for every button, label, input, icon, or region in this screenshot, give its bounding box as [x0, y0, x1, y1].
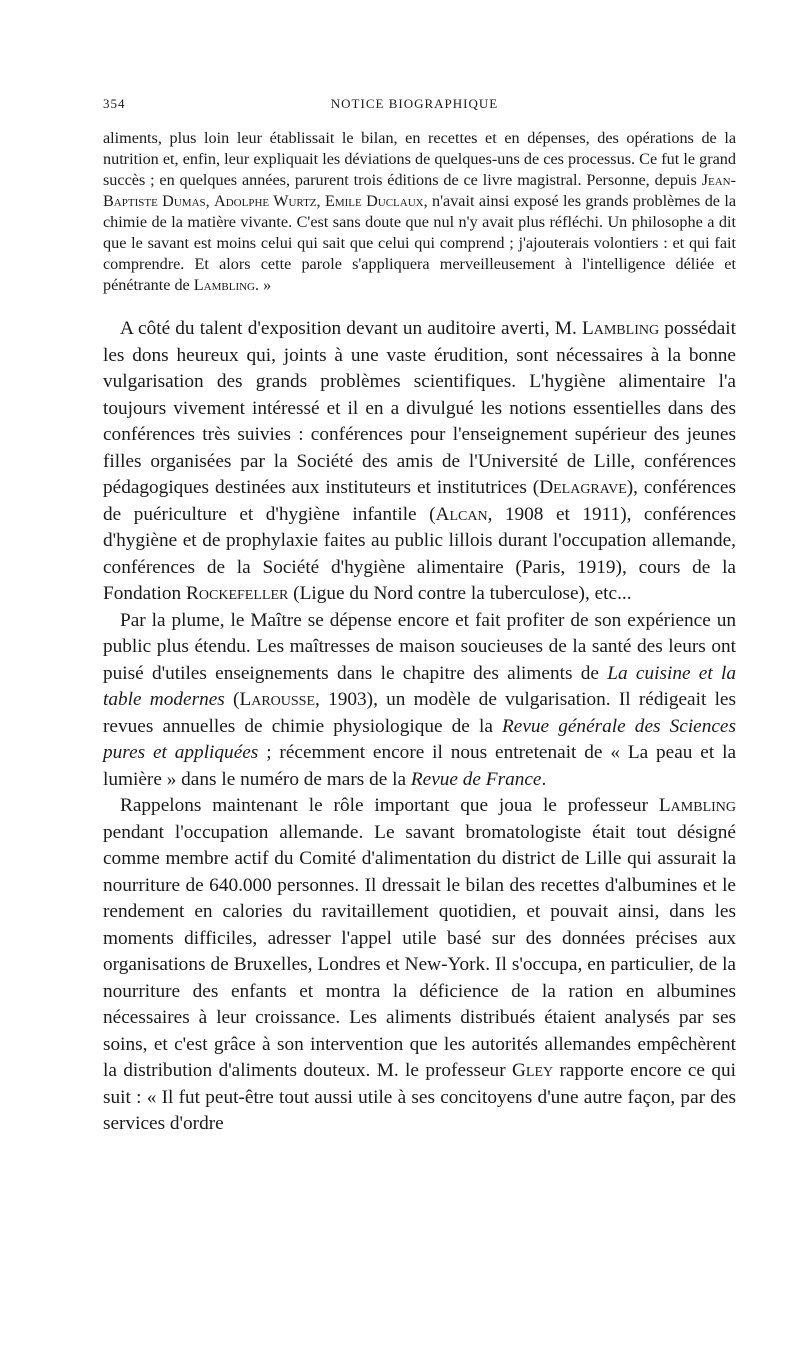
paragraph-text: Par la plume, le Maître se dépense encore et fait profiter de son expérience un public plus étendu. Les maîtresses de maison soucieuses de la santé des leurs ont puisé d'utiles enseignements dans le chapitre des aliments de	[103, 609, 736, 684]
paragraph-writing	[103, 608, 736, 794]
paragraph-text: possédait les dons heureux qui, joints à une vaste érudition, sont nécessaires à la bonne vulgarisation des grands problèmes scientifiques. L'hygiène alimentaire l'a toujours vivement intéressé et il en a divulgué les notions essentielles dans des conférences très suivies : conférences pour l'enseignement supérieur des jeunes filles organisées par la Société des amis de l'Université de Lille, conférences pédagogiques destinées aux instituteurs et institutrices (	[103, 318, 736, 498]
quoted-passage	[103, 128, 736, 296]
paragraph-talent	[103, 316, 736, 608]
page-header	[103, 96, 726, 120]
quote-text: aliments, plus loin leur établissait le bilan, en recettes et en dépenses, des opérations de la nutrition et, enfin, leur expliquait les déviations de quelques-uns de ces processus. Ce fut le grand succès ; en quelques années, parurent trois éditions de ce livre magistral. Personne, depuis	[103, 129, 736, 189]
paragraph-text: (	[224, 689, 240, 710]
person-name: Lambling	[581, 318, 660, 339]
paragraph-text: ; récemment encore il nous entretenait de « La peau et la lumière » dans le numéro de mars de la	[103, 742, 737, 790]
foundation-name: Rockefeller	[186, 583, 289, 604]
paragraph-text: rapporte encore ce qui suit : « Il fut peut-être tout aussi utile à ses concitoyens d'une autre façon, par des services d'ordre	[103, 1060, 736, 1134]
person-name: Lambling	[193, 276, 256, 294]
quote-text: , n'avait ainsi exposé les grands problèmes de la chimie de la matière vivante. C'est sans doute que nul n'y avait plus réfléchi. Un philosophe a dit que le savant est moins celui qui sait que celui qui comprend ; j'ajouterais volontiers : et qui fait comprendre. Et alors cette parole s'appliquera merveilleusement à l'intelligence déliée et pénétrante de	[103, 192, 737, 294]
paragraph-text: pendant l'occupation allemande. Le savant bromatologiste était tout désigné comme membre actif du Comité d'alimentation du district de Lille qui assurait la nourriture de 640.000 personnes. Il dressait le bilan des recettes d'albumines et le rendement en calories du ravitaillement quotidien, et pouvait ainsi, dans les moments difficiles, adresser l'appel utile basé sur des données précises aux organisations de Bruxelles, Londres et New-York. Il s'occupa, en particulier, de la nourriture des enfants et montra la déficience de la ration en albumines nécessaires à leur croissance. Les aliments distribués étaient analysés par ses soins, et c'est grâce à son intervention que les autorités allemandes empêchèrent la distribution d'aliments douteux. M. le professeur	[103, 821, 736, 1081]
quote-text: ,	[205, 192, 215, 210]
person-name: Lambling	[658, 795, 736, 816]
quote-text: . »	[255, 276, 272, 294]
publisher-name: Alcan	[435, 503, 488, 525]
quote-text: ,	[316, 192, 325, 210]
running-title: NOTICE BIOGRAPHIQUE	[330, 96, 499, 111]
paragraph-occupation	[103, 793, 736, 1138]
journal-title: Revue de France	[410, 768, 542, 790]
journal-title: Revue générale des Sciences pures et appliquées	[103, 715, 736, 763]
person-name: Gley	[512, 1060, 554, 1081]
publisher-name: Delagrave	[539, 477, 627, 498]
paragraph-text: Rappelons maintenant le rôle important que joua le professeur	[120, 795, 659, 816]
paragraph-text: A côté du talent d'exposition devant un auditoire averti, M.	[120, 318, 582, 339]
book-title: La cuisine et la table modernes	[103, 662, 736, 710]
paragraph-text: , 1908 et 1911), conférences d'hygiène et de prophylaxie faites au public lillois durant l'occupation allemande, conférences de la Société d'hygiène alimentaire (Paris, 1919), cours de la Fondation	[103, 503, 736, 604]
publisher-name: Larousse	[239, 689, 316, 710]
person-name: Emile Duclaux	[324, 192, 424, 210]
person-name: Jean-Baptiste Dumas	[103, 171, 736, 210]
paragraph-text: ), conférences de puériculture et d'hygiène infantile (	[103, 477, 736, 525]
page-number: 354	[103, 96, 126, 111]
person-name: Adolphe Wurtz	[214, 192, 317, 210]
paragraph-text: , 1903), un modèle de vulgarisation. Il rédigeait les revues annuelles de chimie physiologique de la	[103, 689, 736, 737]
body-text	[103, 128, 736, 1138]
paragraph-text: .	[541, 768, 547, 790]
paragraph-text: (Ligue du Nord contre la tuberculose), etc...	[288, 583, 632, 604]
